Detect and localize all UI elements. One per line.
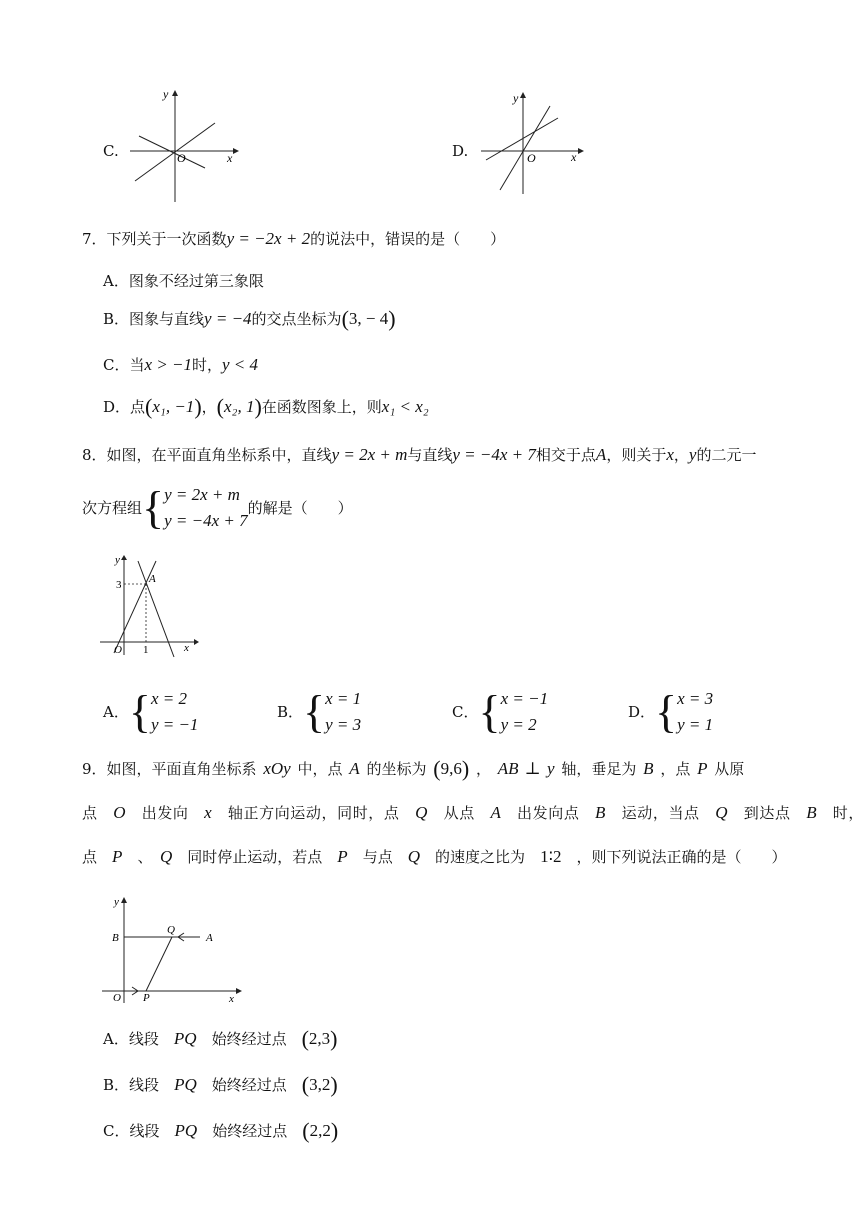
svg-text:O: O	[114, 644, 122, 656]
q7-option-c: C．当x > −1时，y < 4	[103, 355, 259, 374]
q9-option-b: B．线段 PQ 始终经过点 (3,2)	[103, 1072, 338, 1097]
svg-text:3: 3	[116, 579, 122, 591]
q8-option-c: C．{ x = −1 y = 2	[452, 686, 549, 737]
q8-stem-line1: 8．如图，在平面直角坐标系中，直线y = 2x + m与直线y = −4x + 7相交于点A，则关于x，y的二元一	[82, 445, 757, 464]
svg-text:P: P	[143, 992, 150, 1004]
q8-stem-line2: 次方程组{ y = 2x + m y = −4x + 7 的解是（ ）	[82, 482, 353, 533]
q6d-x-label: x	[571, 150, 577, 164]
q6d-origin: O	[527, 151, 536, 165]
q7-option-d: D．点(x₁, −1)，(x₂, 1)在函数图象上，则x₁ < x₂	[103, 394, 429, 419]
q7-function: y = −2x + 2	[226, 229, 311, 248]
q8-option-a: A．{ x = 2 y = −1	[103, 686, 199, 737]
svg-text:A: A	[206, 932, 213, 944]
svg-text:y: y	[115, 554, 120, 566]
q9-stem-line2: 点 O 出发向 x 轴正方向运动，同时，点 Q 从点 A 出发向点 B 运动，当点 Q 到达点 B 时，	[82, 803, 864, 822]
q6-option-c-graph	[125, 88, 240, 206]
q6-option-d-graph	[478, 88, 588, 198]
q7-stem: 7．下列关于一次函数y = −2x + 2的说法中，错误的是（ ）	[82, 229, 506, 248]
q9-option-c: C．线段 PQ 始终经过点 (2,2)	[103, 1118, 339, 1143]
svg-text:B: B	[112, 932, 119, 944]
q6d-y-label: y	[513, 91, 519, 105]
q7-option-b: B．图象与直线y = −4的交点坐标为(3, − 4)	[103, 306, 396, 331]
svg-text:y: y	[114, 896, 119, 908]
q9-stem-line1: 9．如图，平面直角坐标系 xOy 中，点 A 的坐标为 (9,6) ， AB ⊥ y 轴，垂足为 B ，点 P 从原	[82, 756, 745, 781]
svg-text:x: x	[229, 993, 234, 1005]
q8-equation-system: y = 2x + m y = −4x + 7	[164, 485, 248, 530]
svg-text:Q: Q	[167, 924, 175, 936]
svg-text:1: 1	[143, 644, 149, 656]
q9-figure	[100, 893, 245, 1008]
q6c-origin: O	[177, 151, 186, 165]
svg-text:x: x	[184, 642, 189, 654]
svg-text:A: A	[149, 573, 156, 585]
q8-option-b: B．{ x = 1 y = 3	[277, 686, 362, 737]
q8-figure	[98, 553, 200, 657]
q6-option-d-label: D.	[452, 142, 469, 160]
q6-option-c-label: C.	[103, 142, 119, 160]
svg-text:O: O	[113, 992, 121, 1004]
q6c-x-label: x	[227, 151, 233, 165]
q7-option-a: A．图象不经过第三象限	[103, 272, 264, 290]
q9-stem-line3: 点 P 、 Q 同时停止运动，若点 P 与点 Q 的速度之比为 1∶2 ，则下列说法正确的是（ ）	[82, 847, 787, 866]
q6c-y-label: y	[163, 87, 169, 101]
q8-option-d: D．{ x = 3 y = 1	[628, 686, 714, 737]
q9-option-a: A．线段 PQ 始终经过点 (2,3)	[103, 1026, 338, 1051]
